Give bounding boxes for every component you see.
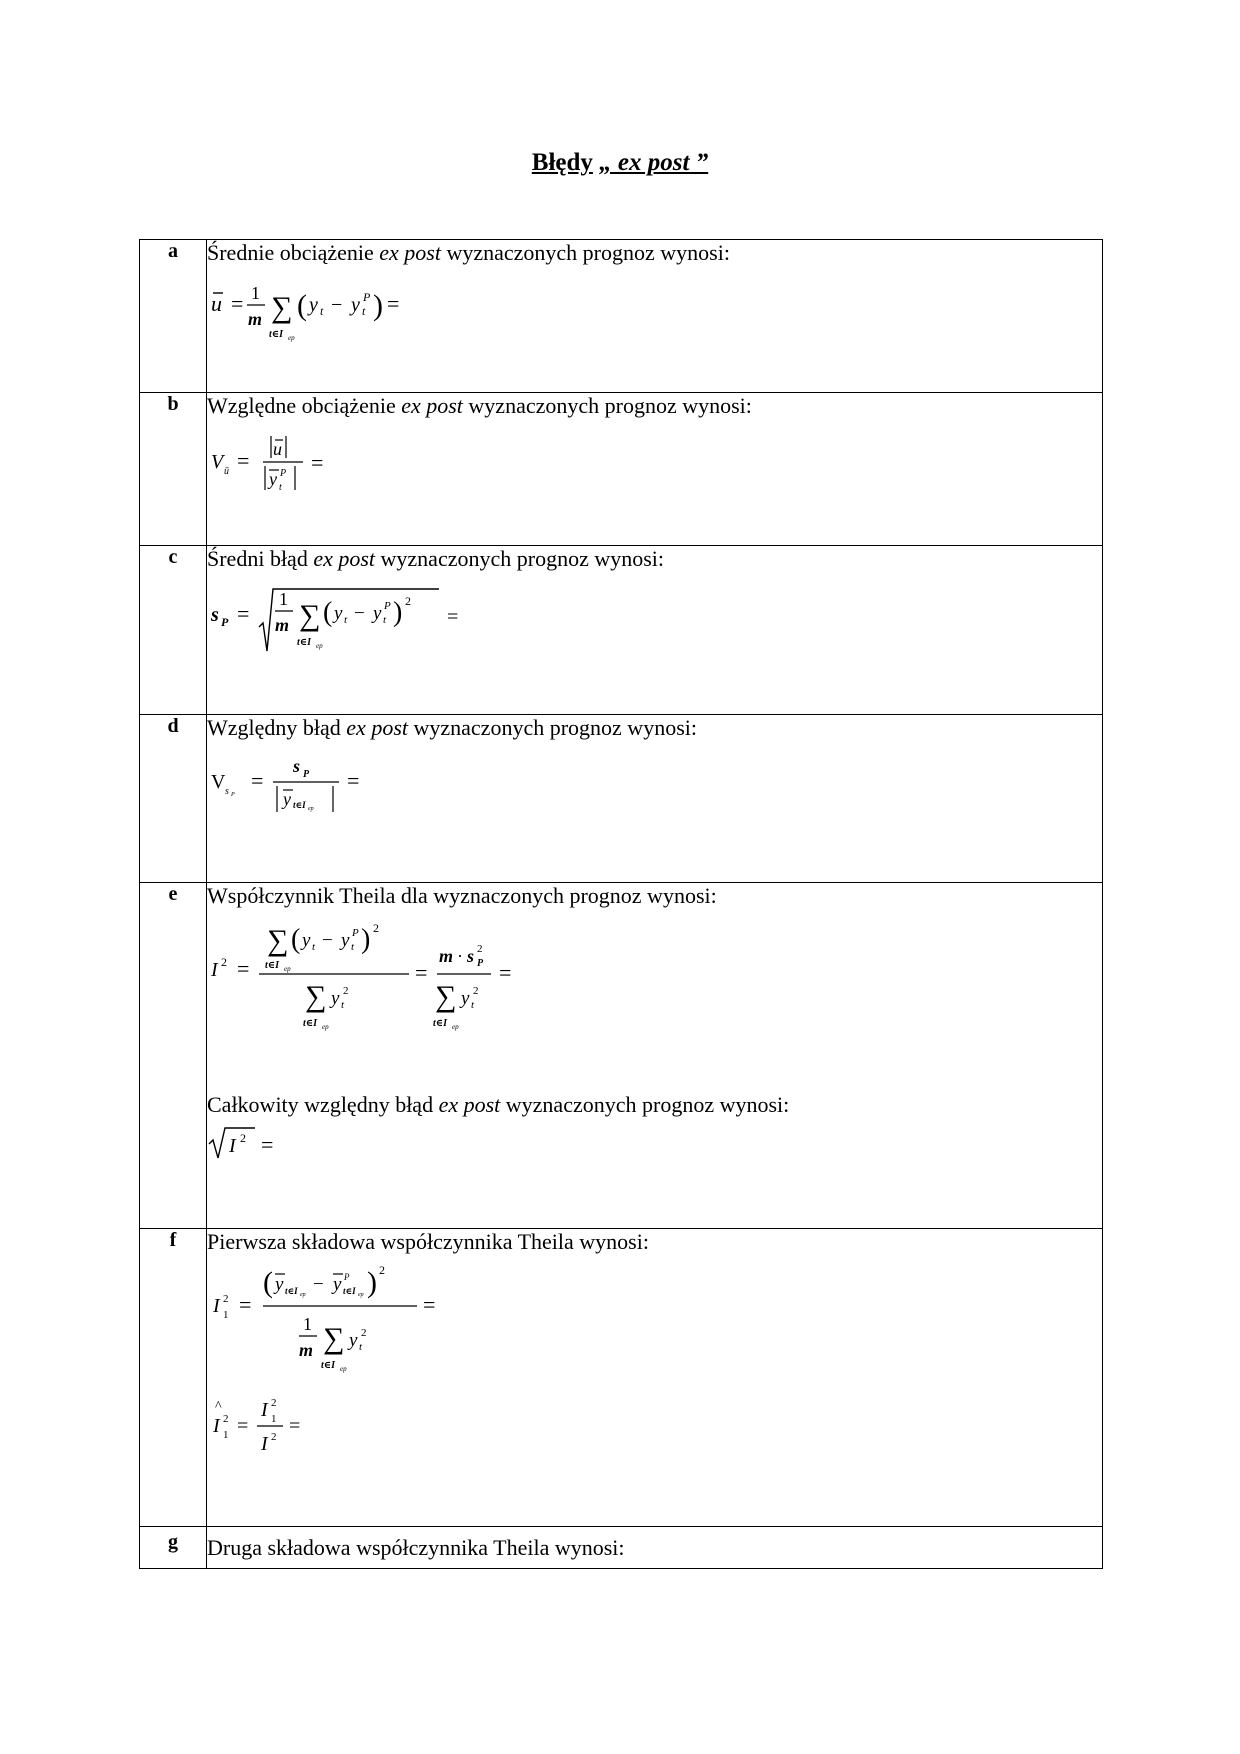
svg-text:t∈I: t∈I [321,1360,336,1372]
svg-text:s: s [467,946,475,967]
row-letter: d [140,715,207,883]
row-description: Średnie obciążenie ex post wyznaczonych prognoz wynosi: [207,240,730,265]
svg-text:t: t [359,1341,363,1354]
svg-text:V: V [211,771,226,794]
svg-text:−: − [331,294,343,317]
table-row-c [140,546,1103,715]
formula-theil [207,916,547,1034]
svg-text:): ) [393,597,403,629]
row-content [207,715,1103,883]
svg-text:−: − [313,1274,324,1296]
svg-text:t∈I: t∈I [265,960,280,972]
svg-text:=: = [499,960,512,986]
formula-relative-bias [207,428,467,500]
svg-text:t: t [351,941,355,954]
svg-text:ep: ep [316,642,323,651]
svg-text:2: 2 [223,1413,229,1426]
svg-text:u: u [211,291,222,317]
svg-text:=: = [387,291,400,317]
svg-text:=: = [237,601,250,627]
svg-text:∑: ∑ [323,1322,345,1356]
row-description: Względne obciążenie ex post wyznaczonych prognoz wynosi: [207,393,752,418]
svg-text:t∈I: t∈I [285,1286,298,1297]
svg-text:I: I [229,1134,236,1157]
svg-text:=: = [239,1292,252,1318]
svg-text:ū: ū [224,466,229,478]
svg-text:2: 2 [477,943,483,956]
svg-text:y: y [309,294,318,317]
svg-text:∑: ∑ [267,924,289,958]
svg-text:m: m [439,946,454,967]
svg-text:t∈I: t∈I [297,637,312,649]
row-description: Współczynnik Theila dla wyznaczonych prognoz wynosi: [207,883,717,908]
svg-text:t: t [320,304,324,319]
svg-text:2: 2 [271,1397,277,1410]
svg-text:P: P [384,600,391,613]
svg-text:y: y [302,930,311,952]
svg-text:1: 1 [223,1309,229,1322]
svg-text:(: ( [297,289,307,323]
svg-text:ep: ep [284,965,291,974]
svg-text:ep: ep [340,1365,347,1374]
svg-text:ep: ep [358,1292,364,1299]
row-description: Średni błąd ex post wyznaczonych prognoz wynosi: [207,546,665,571]
svg-text:=: = [415,960,428,986]
svg-text:y: y [341,930,350,952]
formula-mean-error [207,581,507,659]
svg-text:−: − [322,930,333,952]
svg-text:1: 1 [303,1314,312,1335]
svg-text:I: I [211,959,218,982]
svg-text:t∈I: t∈I [293,800,306,811]
svg-text:m: m [275,615,290,636]
svg-text:P: P [231,792,235,799]
row-description-2: Całkowity względny błąd ex post wyznaczonych prognoz wynosi: [207,1092,790,1118]
svg-text:y: y [461,988,470,1010]
row-description: Względny błąd ex post wyznaczonych prognoz wynosi: [207,715,697,740]
svg-text:y: y [333,1274,342,1296]
row-description: Pierwsza składowa współczynnika Theila wynosi: [207,1229,649,1254]
svg-text:t: t [341,999,345,1012]
row-letter: a [140,240,207,393]
svg-text:∑: ∑ [271,291,293,325]
formula-theil-first-share [207,1394,367,1464]
svg-text:2: 2 [361,1327,367,1340]
svg-text:): ) [373,289,383,323]
svg-text:1: 1 [279,589,288,610]
formula-total-relative-error [207,1124,327,1164]
svg-text:^: ^ [215,1399,222,1415]
row-content [207,883,1103,1229]
row-letter: c [140,546,207,715]
svg-text:ep: ep [308,806,314,813]
svg-text:P: P [221,615,229,630]
svg-text:y: y [275,1274,284,1296]
row-content [207,393,1103,546]
svg-text:y: y [349,1330,358,1352]
svg-text:I: I [213,1295,220,1318]
svg-text:t∈I: t∈I [303,1018,318,1030]
formula-mean-bias [207,275,467,343]
title-italic: „ ex post ” [599,149,709,176]
table-row-d [140,715,1103,883]
row-description: Druga składowa współczynnika Theila wynosi: [207,1535,625,1560]
svg-text:P: P [477,958,484,970]
svg-text:I: I [261,1433,268,1456]
svg-text:ep: ep [322,1023,329,1032]
title-bold: Błędy [531,149,593,176]
table-row-b [140,393,1103,546]
svg-text:P: P [363,290,371,305]
svg-text:m: m [248,309,263,330]
svg-text:y: y [373,603,382,625]
svg-text:=: = [251,768,264,794]
svg-text:t: t [279,482,282,494]
svg-text:m: m [299,1340,314,1361]
svg-text:u: u [273,439,282,460]
svg-text:2: 2 [373,921,379,936]
svg-text:2: 2 [405,594,411,609]
svg-text:=: = [289,1415,301,1438]
svg-text:I: I [213,1415,220,1438]
svg-text:1: 1 [251,283,260,304]
svg-text:2: 2 [343,985,349,998]
svg-text:−: − [354,603,365,625]
svg-text:): ) [367,1266,377,1300]
svg-text:P: P [352,927,359,940]
page-title [0,150,1240,175]
svg-text:=: = [261,1131,274,1157]
svg-text:=: = [311,450,324,476]
formula-theil-first-component [207,1260,527,1378]
svg-text:1: 1 [223,1429,229,1442]
svg-text:t: t [362,304,366,319]
svg-text:=: = [447,606,459,629]
table-row-a [140,240,1103,393]
svg-text:s: s [211,604,219,627]
svg-text:y: y [334,603,343,625]
svg-text:P: P [280,468,287,480]
svg-text:=: = [423,1292,436,1318]
svg-text:=: = [237,1415,249,1438]
svg-text:2: 2 [221,955,227,970]
svg-text:s: s [225,786,229,798]
svg-text:t: t [312,941,316,954]
svg-text:t∈I: t∈I [433,1018,448,1030]
row-content [207,1527,1103,1569]
row-letter: e [140,883,207,1229]
svg-text:2: 2 [240,1130,246,1145]
svg-text:t∈I: t∈I [269,329,284,341]
table-row-g [140,1527,1103,1569]
row-content [207,240,1103,393]
svg-text:t: t [344,614,348,627]
table-row-f [140,1229,1103,1527]
svg-text:(: ( [291,924,301,956]
row-letter: f [140,1229,207,1527]
svg-text:s: s [293,756,301,777]
svg-text:1: 1 [271,1413,277,1426]
row-letter: b [140,393,207,546]
errors-table [139,239,1103,1569]
svg-text:ep: ep [300,1292,306,1299]
svg-text:V: V [211,451,224,474]
svg-text:): ) [361,924,371,956]
svg-text:2: 2 [379,1263,385,1278]
row-content [207,546,1103,715]
formula-relative-error [207,750,507,826]
svg-text:y: y [269,469,277,490]
svg-text:2: 2 [473,985,479,998]
svg-text:(: ( [263,1266,273,1300]
svg-text:y: y [351,294,360,317]
svg-text:2: 2 [223,1293,229,1306]
svg-text:=: = [237,448,250,474]
svg-text:ep: ep [288,334,295,343]
svg-text:∑: ∑ [299,599,321,633]
row-content [207,1229,1103,1527]
svg-text:ep: ep [452,1023,459,1032]
svg-text:∑: ∑ [305,980,327,1014]
row-letter: g [140,1527,207,1569]
svg-text:t∈I: t∈I [343,1286,356,1297]
svg-text:2: 2 [271,1431,277,1444]
svg-text:y: y [283,789,291,810]
svg-text:=: = [347,768,360,794]
svg-text:∑: ∑ [435,980,457,1014]
svg-text:=: = [237,956,250,982]
table-row-e [140,883,1103,1229]
svg-text:t: t [383,614,387,627]
svg-text:=: = [231,291,244,317]
svg-text:P: P [344,1272,350,1283]
svg-text:·: · [457,946,463,967]
svg-text:P: P [303,769,310,781]
svg-text:y: y [331,988,340,1010]
svg-text:t: t [471,999,475,1012]
svg-text:I: I [261,1399,268,1422]
svg-text:(: ( [323,597,333,629]
